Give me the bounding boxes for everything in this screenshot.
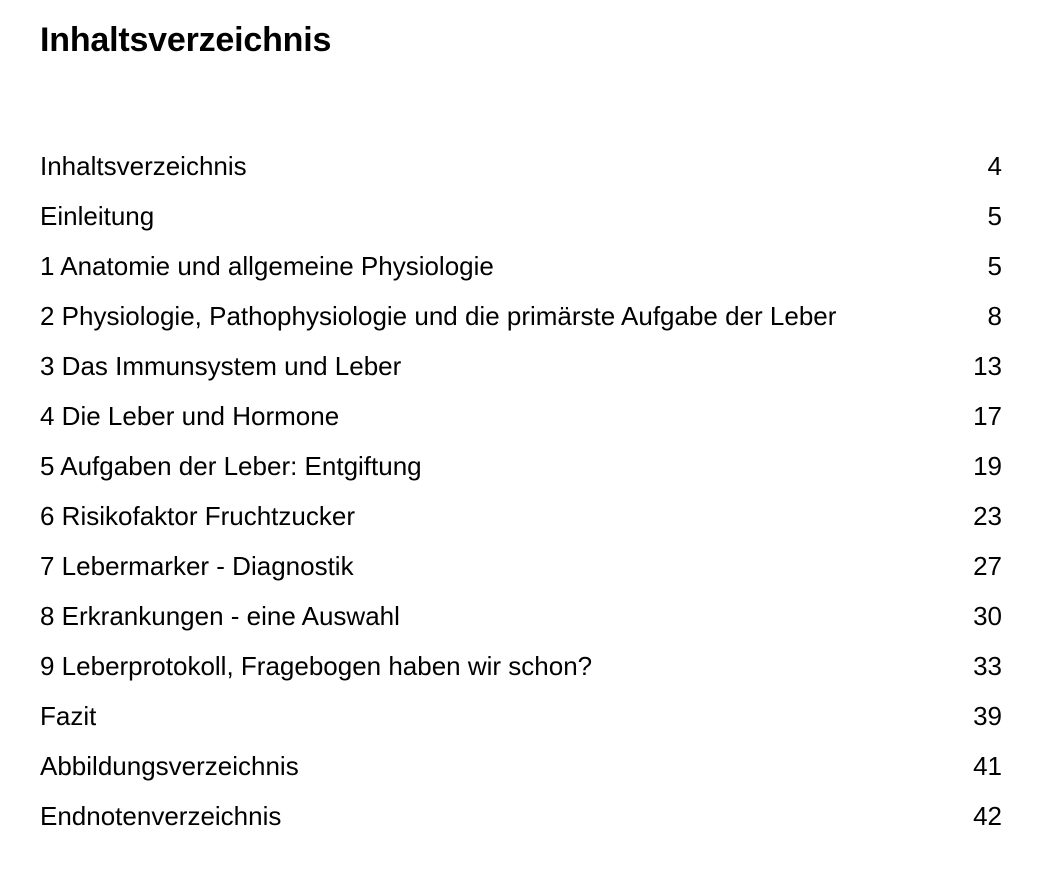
toc-entry-endnotenverzeichnis[interactable]	[40, 791, 1002, 841]
toc-entry-page-number: 4	[987, 151, 1002, 181]
toc-entry-einleitung[interactable]	[40, 191, 1002, 241]
toc-entry-page-number: 30	[973, 601, 1002, 631]
toc-entry-page-number: 17	[973, 401, 1002, 431]
toc-entry-label: Einleitung	[40, 201, 155, 231]
toc-entry-chapter-2[interactable]	[40, 291, 1002, 341]
toc-entry-label: 7 Lebermarker - Diagnostik	[40, 551, 354, 581]
toc-entry-label: 1 Anatomie und allgemeine Physiologie	[40, 251, 494, 281]
toc-entry-page-number: 13	[973, 351, 1002, 381]
toc-entry-label: 3 Das Immunsystem und Leber	[40, 351, 402, 381]
toc-entry-label: 8 Erkrankungen - eine Auswahl	[40, 601, 400, 631]
toc-entry-page-number: 23	[973, 501, 1002, 531]
toc-entry-chapter-5[interactable]	[40, 441, 1002, 491]
toc-entry-label: Endnotenverzeichnis	[40, 801, 282, 831]
toc-entry-page-number: 41	[973, 751, 1002, 781]
toc-entry-page-number: 42	[973, 801, 1002, 831]
toc-entry-chapter-1[interactable]	[40, 241, 1002, 291]
toc-entry-page-number: 8	[987, 301, 1002, 331]
toc-entry-chapter-4[interactable]	[40, 391, 1002, 441]
toc-entry-chapter-7[interactable]	[40, 541, 1002, 591]
toc-entry-label: 2 Physiologie, Pathophysiologie und die primärste Aufgabe der Leber	[40, 301, 837, 331]
toc-entry-page-number: 5	[987, 201, 1002, 231]
toc-entry-label: 9 Leberprotokoll, Fragebogen haben wir schon?	[40, 651, 593, 681]
toc-entry-page-number: 5	[987, 251, 1002, 281]
toc-entry-label: Fazit	[40, 701, 97, 731]
toc-entry-page-number: 27	[973, 551, 1002, 581]
page-title: Inhaltsverzeichnis	[40, 21, 332, 59]
toc-entry-chapter-8[interactable]	[40, 591, 1002, 641]
toc-entry-label: Inhaltsverzeichnis	[40, 151, 247, 181]
toc-entry-chapter-9[interactable]	[40, 641, 1002, 691]
toc-entry-chapter-6[interactable]	[40, 491, 1002, 541]
toc-entry-page-number: 19	[973, 451, 1002, 481]
toc-entry-page-number: 33	[973, 651, 1002, 681]
toc-entry-label: Abbildungsverzeichnis	[40, 751, 299, 781]
toc-entry-fazit[interactable]	[40, 691, 1002, 741]
toc-entry-chapter-3[interactable]	[40, 341, 1002, 391]
table-of-contents	[40, 141, 1002, 841]
toc-entry-page-number: 39	[973, 701, 1002, 731]
toc-entry-label: 6 Risikofaktor Fruchtzucker	[40, 501, 355, 531]
toc-entry-label: 4 Die Leber und Hormone	[40, 401, 340, 431]
toc-entry-abbildungsverzeichnis[interactable]	[40, 741, 1002, 791]
toc-entry-label: 5 Aufgaben der Leber: Entgiftung	[40, 451, 422, 481]
toc-entry-inhaltsverzeichnis[interactable]	[40, 141, 1002, 191]
